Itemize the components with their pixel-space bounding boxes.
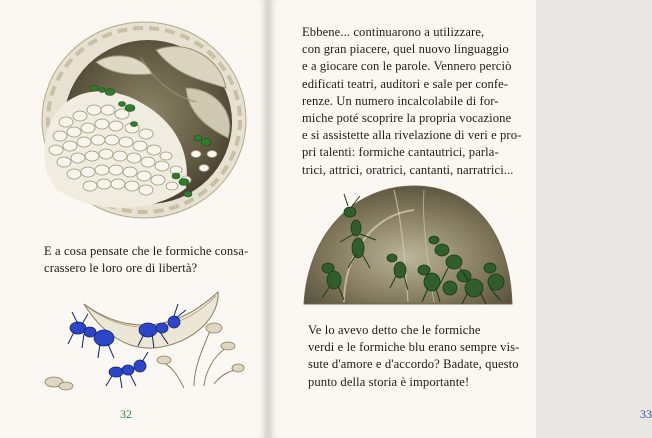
text-line: Ve lo avevo detto che le formiche [308, 323, 481, 337]
text-line: edificati teatri, auditori e sale per confe- [302, 76, 509, 91]
text-line: con gran piacere, quel nuovo linguaggio [302, 42, 509, 57]
text-line: E a cosa pensate che le formiche consa- [44, 244, 249, 258]
text-line: verdi e le formiche blu erano sempre vis- [308, 340, 520, 355]
text-line: e a giocare con le parole. Vennero perciò [302, 59, 512, 74]
page-number-right: 33 [640, 407, 652, 421]
left-page [0, 0, 266, 438]
text-line: renze. Un numero incalcolabile di for- [302, 93, 499, 108]
text-line: sute d'amore e d'accordo? Badate, questo [308, 357, 519, 372]
anthill-eggs-illustration [36, 18, 246, 230]
text-line: miche poté scoprire la propria vocazione [302, 111, 512, 126]
left-text [44, 243, 248, 277]
text-line: e si assistette alla rivelazione di veri e pro- [302, 128, 522, 143]
right-page [270, 0, 652, 438]
paragraph-1 [302, 24, 521, 179]
text-line: pri talenti: formiche cantautrici, parla- [302, 145, 499, 160]
text-line: Ebbene... continuarono a utilizzare, [302, 25, 485, 39]
paragraph-2 [308, 322, 519, 391]
text-line: crassero le loro ore di libertà? [44, 261, 198, 276]
text-line: trici, attrici, oratrici, cantanti, narratrici... [302, 162, 514, 177]
page-number-left: 32 [120, 407, 132, 421]
green-ants-tunnel-illustration [304, 184, 514, 310]
blue-ants-hammock-illustration [44, 286, 244, 396]
text-line: punto della storia è importante! [308, 374, 470, 389]
